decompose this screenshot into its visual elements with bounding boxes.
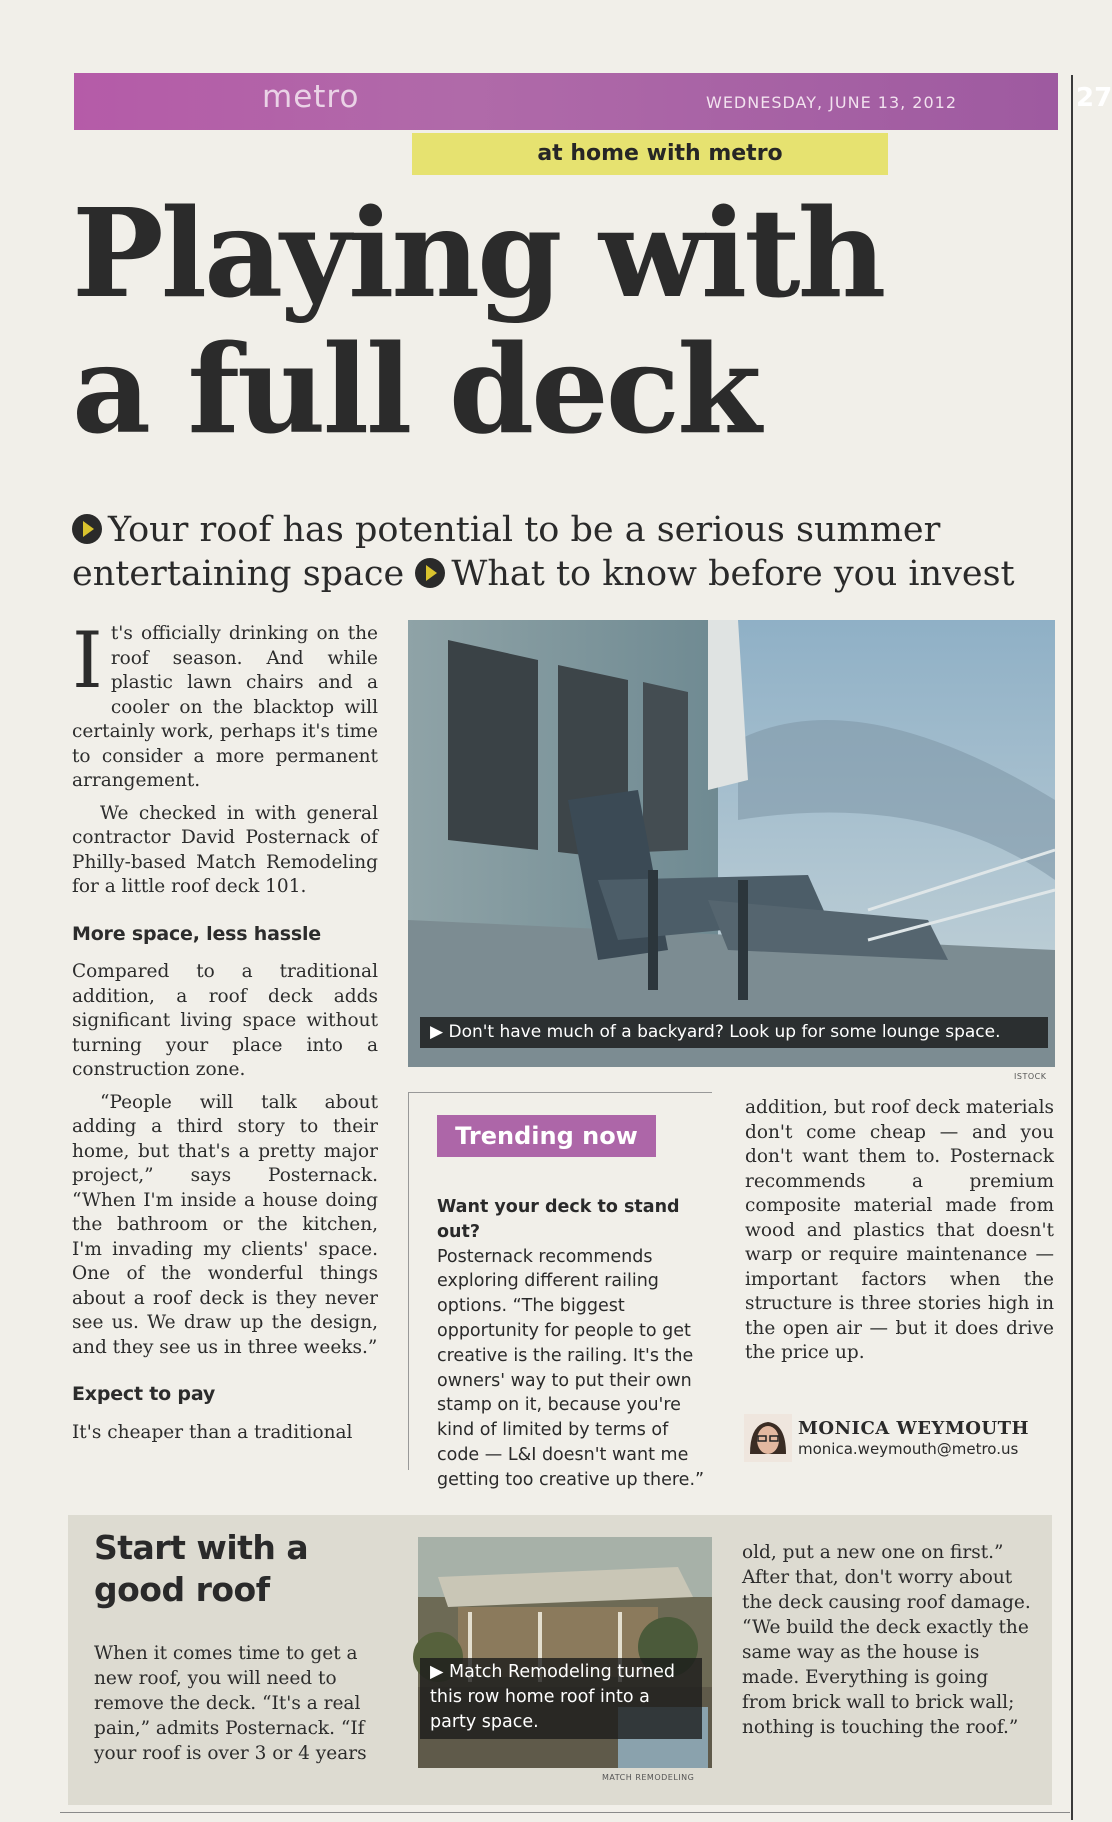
roof-photo-caption: ▶ Match Remodeling turned this row home roof into a party space. — [420, 1658, 702, 1739]
article-paragraph: addition, but roof deck materials don't come cheap — and you don't want them to. Posternack recommends a premium composite material made from wood and plastics that doesn't warp or require maintenance — important factors when the structure is three stories high in the open air — but it does drive the price up. — [745, 1097, 1054, 1363]
article-paragraph: Compared to a traditional addition, a roof deck adds significant living space without turning your place into a construction zone. — [72, 961, 378, 1080]
article-column-3 — [745, 1096, 1054, 1374]
headline — [72, 181, 1062, 461]
deck-part-1: Your roof has potential to be a serious summer entertaining space — [72, 510, 941, 594]
trending-lead: Want your deck to stand out? — [437, 1197, 680, 1242]
sidebar-title: Start with a good roof — [94, 1528, 309, 1609]
column-rule — [1071, 75, 1073, 1820]
deck-photo — [408, 620, 1055, 1067]
article-paragraph: “People will talk about adding a third story to their home, but that's a pretty major project,” says Posternack. “When I'm inside a house doing the bathroom or the kitchen, I'm invading my clients' space. One of the wonderful things about a roof deck is they never see us. We draw up the design, and they see us in three weeks.” — [72, 1091, 378, 1358]
article-column-1 — [72, 616, 378, 1453]
headline-line-2: a full deck — [72, 317, 759, 461]
subhead-more-space: More space, less hassle — [72, 922, 321, 945]
bottom-rule — [60, 1812, 1070, 1813]
article-paragraph: We checked in with general contractor David Posternack of Philly-based Match Remodeling for a little roof deck 101. — [72, 802, 378, 897]
metro-logo: metro — [262, 79, 360, 115]
sidebar-paragraph: old, put a new one on first.” After that, don't worry about the deck causing roof damage. “We build the deck exactly the same way as the house is made. Everything is going from brick wall to brick wall; nothing is touching the roof.” — [742, 1542, 1031, 1738]
photo-caption: ▶ Don't have much of a backyard? Look up for some lounge space. — [420, 1017, 1048, 1048]
page-number: 27 — [1076, 83, 1112, 113]
section-tag: at home with metro — [412, 133, 888, 175]
author-portrait — [744, 1414, 792, 1462]
author-avatar — [744, 1414, 792, 1462]
deck-part-2: What to know before you invest — [451, 554, 1015, 594]
sidebar-column-1 — [94, 1641, 376, 1774]
trending-text — [437, 1195, 709, 1493]
author-email[interactable]: monica.weymouth@metro.us — [798, 1440, 1019, 1458]
masthead-bar — [74, 73, 1112, 130]
play-bullet-icon — [415, 558, 445, 588]
photo-credit: ISTOCK — [1014, 1072, 1047, 1081]
drop-cap: I — [72, 616, 103, 706]
issue-date: WEDNESDAY, JUNE 13, 2012 — [706, 93, 958, 112]
trending-body: Posternack recommends exploring different railing options. “The biggest opportunity for people to get creative is the railing. It's the owners' way to put their own stamp on it, because you're kind of limited by terms of code — L&I doesn't want me getting too creative up there.” — [437, 1246, 705, 1490]
article-paragraph: It's cheaper than a traditional — [72, 1421, 353, 1443]
sidebar-column-3 — [742, 1540, 1032, 1748]
article-paragraph: It's officially drinking on the roof season. And while plastic lawn chairs and a cooler on the blacktop will certainly work, perhaps it's time to consider a more permanent arrangement. — [72, 616, 378, 791]
sidebar-paragraph: When it comes time to get a new roof, you will need to remove the deck. “It's a real pain,” admits Posternack. “If your roof is over 3 or 4 years — [94, 1643, 367, 1764]
subheadline-deck — [72, 508, 1062, 596]
play-bullet-icon — [72, 514, 102, 544]
subhead-expect-to-pay: Expect to pay — [72, 1383, 216, 1405]
headline-line-1: Playing with — [72, 181, 884, 325]
trending-label: Trending now — [437, 1115, 656, 1157]
roof-photo-credit: MATCH REMODELING — [602, 1773, 695, 1782]
deck-photo-illustration — [408, 620, 1055, 1067]
author-name: MONICA WEYMOUTH — [798, 1418, 1030, 1439]
